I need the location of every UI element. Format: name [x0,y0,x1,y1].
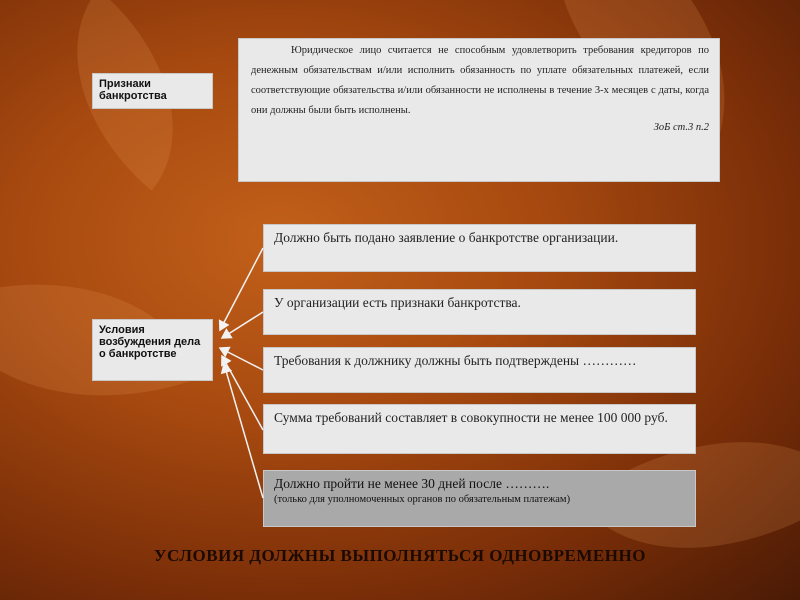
condition-note: (только для уполномоченных органов по обязательным платежам) [274,494,571,505]
conditions-label: Условия возбуждения дела о банкротстве [92,319,213,381]
condition-text: Требования к должнику должны быть подтверждены ………… [274,353,637,368]
definition-reference: ЗоБ ст.3 п.2 [653,122,709,133]
condition-text: Сумма требований составляет в совокупности не менее 100 000 руб. [274,410,668,425]
condition-text: Должно пройти не менее 30 дней после ………. [274,476,550,491]
arrow-1 [220,248,263,330]
condition-text: Должно быть подано заявление о банкротстве организации. [274,230,619,245]
footer-text: УСЛОВИЯ ДОЛЖНЫ ВЫПОЛНЯТЬСЯ ОДНОВРЕМЕННО [154,546,646,565]
signs-label: Признаки банкротства [92,73,213,109]
arrow-5 [224,364,263,498]
definition-text: Юридическое лицо считается не способным удовлетворить требования кредиторов по денежным обязательствам и/или исполнить обязанность по уплате обязательных платежей, если соответствующие обязательства и/или обязанности не исполнены в течение 3-х месяцев с даты, когда они должны были быть исполнены. [251,45,709,116]
condition-text: У организации есть признаки банкротства. [274,295,521,310]
arrow-3 [220,348,263,370]
